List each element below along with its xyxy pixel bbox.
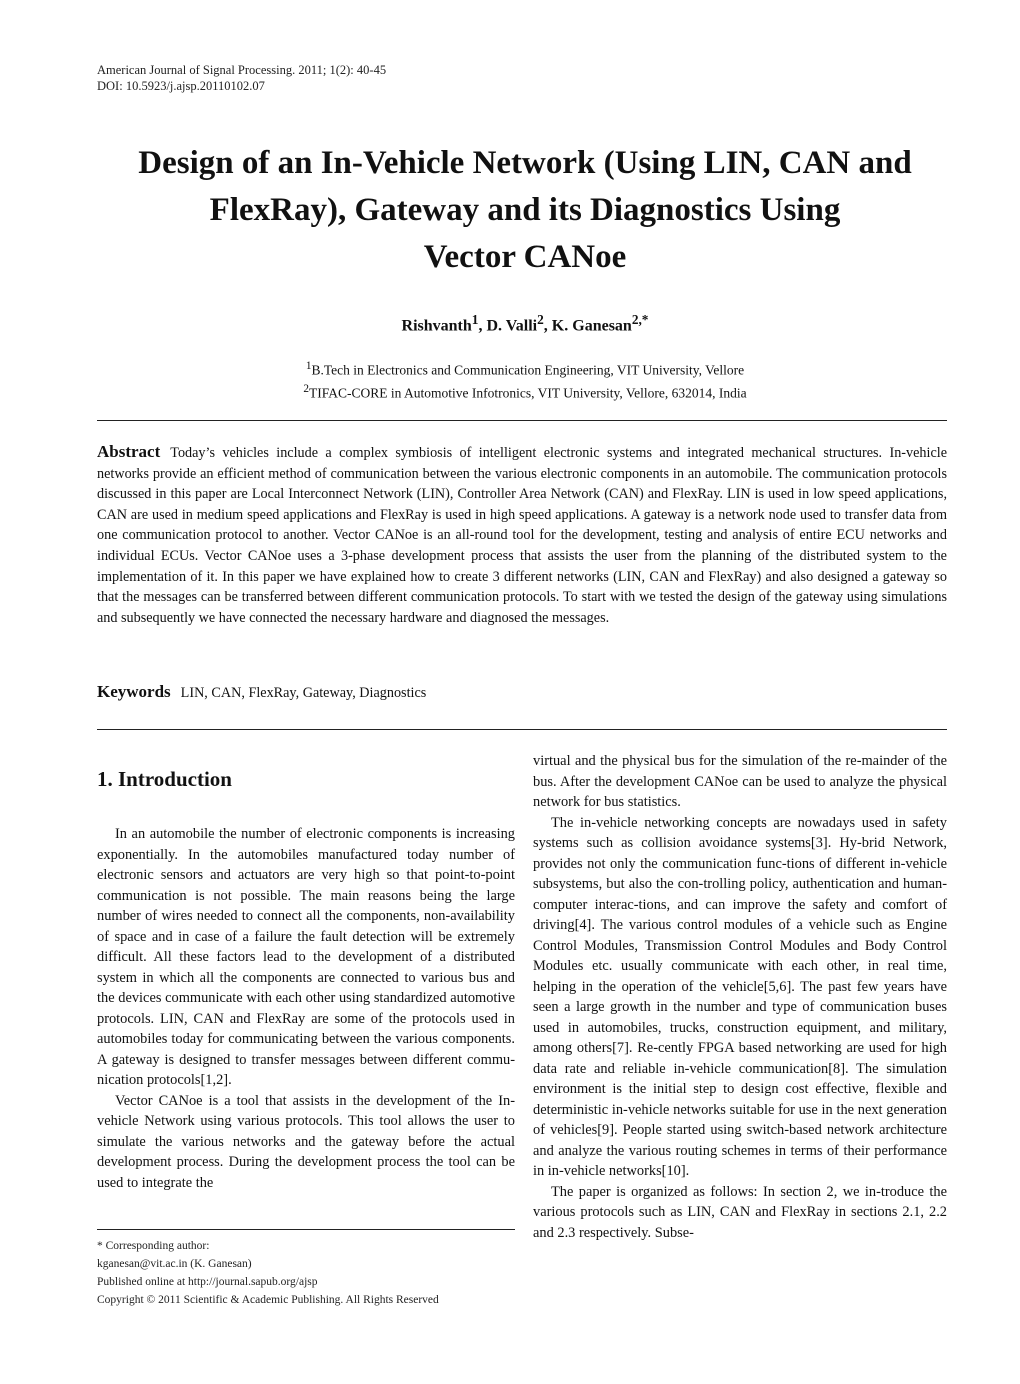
divider-bottom: [97, 729, 947, 730]
abstract-heading: Abstract: [97, 442, 161, 461]
title-line-3: Vector CANoe: [423, 239, 627, 275]
author-affiliation-mark: 2: [537, 312, 544, 327]
author-name: D. Valli: [486, 317, 538, 335]
author-name: Rishvanth: [401, 317, 472, 335]
doi: DOI: 10.5923/j.ajsp.20110102.07: [97, 79, 265, 93]
paragraph: The paper is organized as follows: In section 2, we in-troduce the various protocols such as LIN, CAN and FlexRay in sections 2.1, 2.2 and 2.3 respectively. Subse-: [533, 1183, 947, 1241]
author-list: [100, 312, 950, 335]
author-name: K. Ganesan: [551, 317, 632, 335]
keywords: [97, 682, 947, 702]
keywords-heading: Keywords: [97, 682, 171, 701]
footnote-rule: [97, 1229, 515, 1230]
footnote: [97, 1237, 527, 1309]
paragraph: In an automobile the number of electronic components is increasing exponentially. In the automobiles manufactured today number of electronic sensors and actuators are very high so that point-to-point communication is not possible. The main reasons being the large number of wires needed to connect all the components, non-availability of space and in case of a failure the fault detection will be extremely difficult. All these factors lead to the development of a distributed system in which all the components are connected to various bus and the devices communicate with each other using standardized automotive protocols. LIN, CAN and FlexRay are some of the protocols used in automobiles today for communicating between the various components. A gateway is designed to transfer messages between different commu-nication protocols[1,2].: [97, 826, 515, 1088]
abstract-text: Today’s vehicles include a complex symbiosis of intelligent electronic systems and integrated mechanical structures. In-vehicle networks provide an efficient method of communication between the various electronic components in an automobile. The communication protocols discussed in this paper are Local Interconnect Network (LIN), Controller Area Network (CAN) and FlexRay. LIN is used in low speed applications, CAN are used in medium speed applications and FlexRay is used in high speed applications. A gateway is a network node used to transfer data from one communication protocol to another. Vector CANoe is an all-round tool for the development, testing and analysis of entire ECU networks and individual ECUs. Vector CANoe uses a 3-phase development process that assists the user from the planning of the distributed system to the implementation of it. In this paper we have explained how to create 3 different networks (LIN, CAN and FlexRay) and also designed a gateway so that the messages can be transferred between different communication protocols. To start with we tested the design of the gateway using simulations and subsequently we have connected the necessary hardware and diagnosed the messages.: [97, 445, 947, 626]
journal-header: [97, 62, 386, 94]
abstract: [97, 442, 947, 628]
paragraph: virtual and the physical bus for the simulation of the re-mainder of the bus. After the development CANoe can be used to analyze the physical network for bus statistics.: [533, 753, 947, 810]
paragraph: Vector CANoe is a tool that assists in the development of the In-vehicle Network using various protocols. This tool allows the user to simulate the various networks and the gateway before the actual development process. During the development process the tool can be used to integrate the: [97, 1092, 515, 1191]
footnote-copyright: Copyright © 2011 Scientific & Academic Publishing. All Rights Reserved: [97, 1294, 439, 1306]
author-affiliation-mark: 1: [471, 312, 479, 327]
affiliations: [100, 357, 950, 402]
author-separator: ,: [543, 317, 552, 335]
divider-top: [97, 420, 947, 421]
author-affiliation-mark: 2,*: [631, 312, 649, 327]
footnote-corresponding: * Corresponding author:: [97, 1240, 210, 1252]
title-line-2: FlexRay), Gateway and its Diagnostics Using: [209, 192, 841, 228]
footnote-published: Published online at http://journal.sapub.org/ajsp: [97, 1276, 318, 1288]
paragraph: The in-vehicle networking concepts are nowadays used in safety systems such as collision avoidance systems[3]. Hy-brid Network, provides not only the communication func-tions of different in-vehicle subsystems, but also the con-trolling policy, authentication and human-computer interac-tions, and can improve the safety and comfort of driving[4]. The various control modules of a vehicle such as Engine Control Modules, Transmission Control Modules and Body Control Modules etc. usually communicate with each other, in real time, helping in the operation of the vehicle[5,6]. The past few years have seen a large growth in the number and type of communication buses used in automobiles, trucks, construction equipment, and military, among others[7]. Re-cently FPGA based networking are used for high data rate and reliable in-vehicle communication[8]. The simulation environment is the initial step to design cost effective, flexible and deterministic in-vehicle networks suitable for use in the next generation of vehicles[9]. People started using switch-based network architecture and analyze the various routing schemes in terms of their performance in in-vehicle networks[10].: [533, 814, 947, 1179]
journal-citation: American Journal of Signal Processing. 2011; 1(2): 40-45: [97, 63, 387, 77]
keywords-text: LIN, CAN, FlexRay, Gateway, Diagnostics: [180, 685, 427, 701]
footnote-email: kganesan@vit.ac.in (K. Ganesan): [97, 1258, 252, 1270]
author-separator: ,: [478, 317, 487, 335]
title-line-1: Design of an In-Vehicle Network (Using LIN, CAN and: [138, 145, 912, 181]
section-heading: 1. Introduction: [97, 767, 232, 791]
paper-title: [100, 140, 950, 281]
affiliation-line: $^2$TIFAC-CORE in Automotive Infotronics, VIT University, Vellore, 632014, India: [303, 382, 747, 400]
right-column: [533, 751, 947, 1243]
left-column: [97, 824, 515, 1193]
affiliation-line: $^1$B.Tech in Electronics and Communication Engineering, VIT University, Vellore: [305, 360, 745, 378]
